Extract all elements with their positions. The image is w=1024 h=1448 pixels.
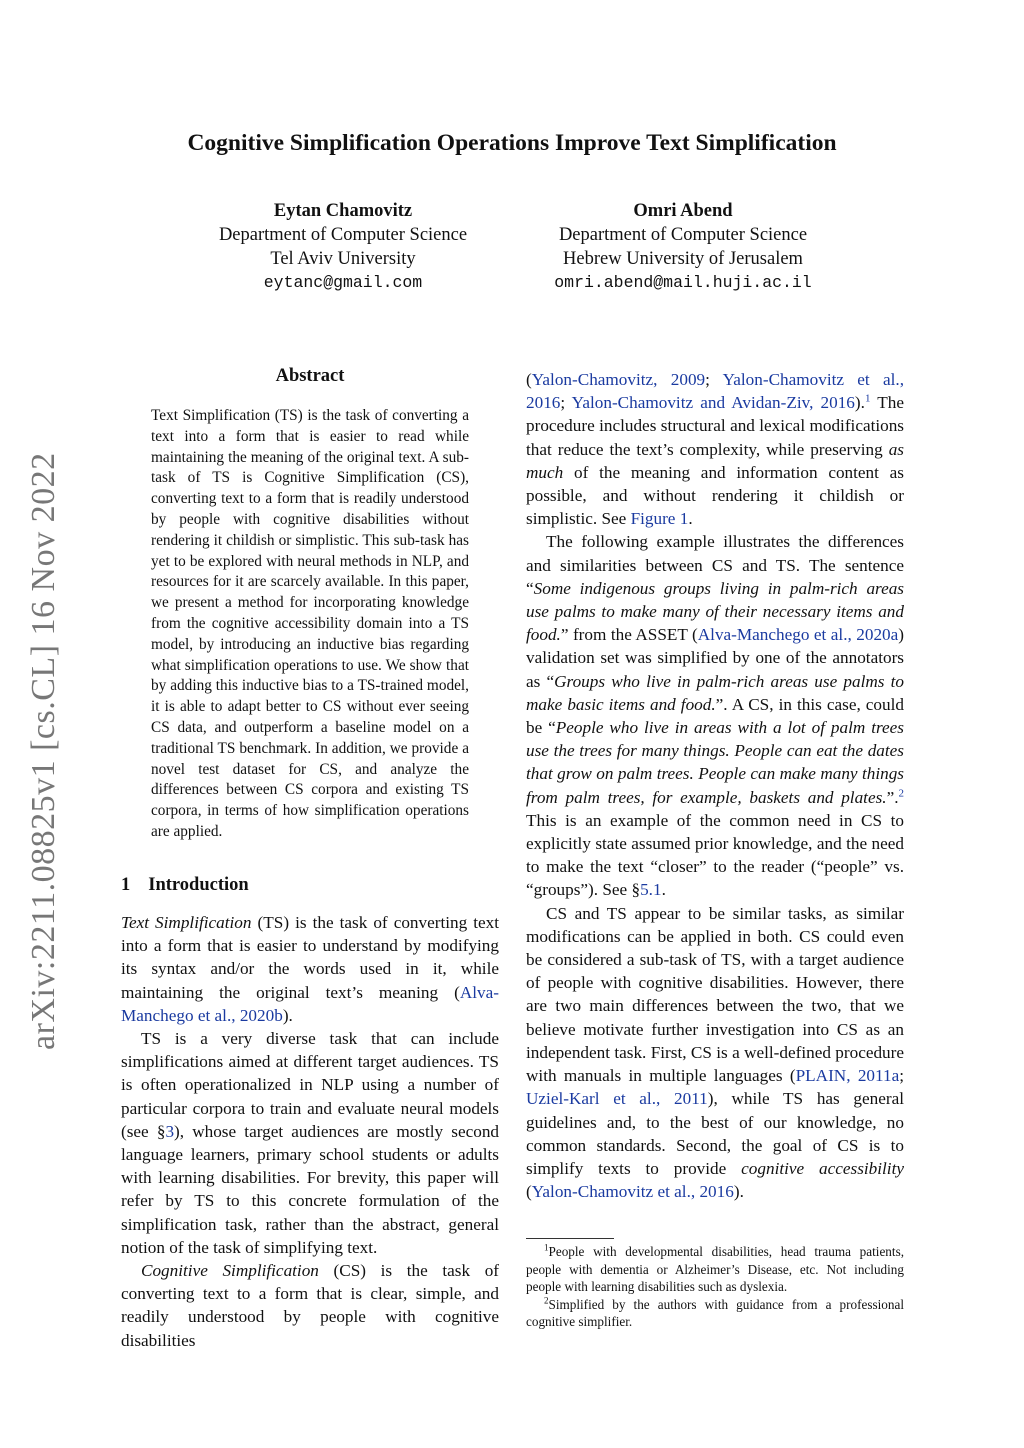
text-run: of the meaning and information content as possible, and without rendering it childish or simplistic. See: [526, 462, 904, 529]
footnote-divider: [526, 1238, 614, 1239]
paragraph: [121, 911, 499, 1027]
text-run: (CS) is the task of converting text to a form that is clear, simple, and readily understood by people with cognitive disabilities: [121, 1261, 500, 1350]
text-run: ”.: [886, 787, 899, 807]
text-run: ;: [899, 1066, 904, 1086]
text-run: ” from the ASSET (: [560, 625, 698, 645]
quote-italic: Some indigenous groups living in palm-rich areas use palms to make many of their necessary items and food.: [526, 578, 904, 645]
footnote-text: Simplified by the authors with guidance from a professional cognitive simplifier.: [526, 1296, 904, 1329]
right-column-body: [526, 368, 904, 1203]
paragraph: [121, 1259, 499, 1352]
author-email[interactable]: eytanc@gmail.com: [263, 273, 423, 292]
section-heading-introduction: [121, 875, 249, 896]
text-run: The following example illustrates the differences and similarities between CS and TS. The sentence “: [526, 532, 904, 598]
text-run: ).: [854, 393, 865, 413]
citation-link[interactable]: Yalon-Chamovitz and Avidan-Ziv, 2016: [571, 393, 855, 413]
text-run: TS is a very diverse task that can include simplifications aimed at different target audiences. TS is often operationalized in NLP using a number of particular corpora to train and evaluate neural models (see §: [121, 1029, 499, 1141]
citation-link[interactable]: Alva-Manchego et al., 2020a: [697, 625, 899, 645]
abstract-text: Text Simplification (TS) is the task of converting a text into a form that is easier to read while maintaining the meaning of the original text. A sub-task of TS is Cognitive Simplification (CS), converting text to a form that is readily understood by people with cognitive disabilities without rendering it childish or simplistic. This sub-task has yet to be explored with neural methods in NLP, and resources for it are scarcely available. In this paper, we present a method for incorporating knowledge from the cognitive accessibility domain into a TS model, by introducing an inductive bias regarding what simplification operations to use. We show that by adding this inductive bias to a TS-trained model, it is able to adapt better to CS without ever seeing CS data, and outperform a baseline model on a traditional TS benchmark. In addition, we provide a novel test dataset for CS, and analyze the differences between CS corpora and existing TS corpora, in terms of how simplification operations are applied.: [151, 407, 469, 840]
footnote-mark: 1: [544, 1242, 549, 1253]
arxiv-stamp: arXiv:2211.08825v1 [cs.CL] 16 Nov 2022: [25, 452, 62, 1050]
footnote-mark: 2: [544, 1295, 549, 1306]
footnote: [526, 1243, 904, 1296]
text-run: ), while TS has general guidelines and, to the best of our knowledge, no common standards. Second, the goal of CS is to simplify texts to provide: [526, 1089, 905, 1178]
text-run: ;: [560, 393, 572, 413]
footnote-text: People with developmental disabilities, head trauma patients, people with dementia or Alzheimer’s Disease, etc. Not including people with learning disabilities such as dyslexia.: [526, 1244, 904, 1294]
text-run: ), whose target audiences are mostly second language learners, primary school students or adults with learning disabilities. For brevity, this paper will refer by TS to this concrete formulation of the simplification task, rather than the abstract, general notion of the task of simplifying text.: [121, 1121, 500, 1257]
text-run: ).: [733, 1182, 744, 1202]
left-column-body: [121, 911, 499, 1352]
citation-link[interactable]: Yalon-Chamovitz et al., 2016: [526, 370, 904, 413]
citation-link[interactable]: Yalon-Chamovitz, 2009: [531, 370, 706, 389]
footnotes: [526, 1243, 904, 1331]
footnote-ref-link[interactable]: 1: [864, 392, 871, 405]
text-run: .: [688, 509, 693, 529]
citation-link[interactable]: Alva-Manchego et al., 2020b: [121, 982, 499, 1025]
text-run: This is an example of the common need in CS to explicitly state assumed prior knowledge, and the need to make the text “closer” to the reader (“people” vs. “groups”). See §: [526, 810, 904, 900]
author-university: Hebrew University of Jerusalem: [563, 249, 803, 269]
section-number: 1: [121, 875, 131, 895]
author-name: Omri Abend: [633, 201, 733, 221]
footnote: [526, 1296, 904, 1331]
text-run: ”. A CS, in this case, could be “: [526, 694, 904, 738]
author-department: Department of Computer Science: [218, 225, 468, 245]
citation-link[interactable]: Uziel-Karl et al., 2011: [526, 1089, 708, 1109]
footnote-ref-link[interactable]: 2: [898, 786, 904, 799]
text-run: .: [661, 880, 666, 900]
text-run: The procedure includes structural and lexical modifications that reduce the text’s complexity, while preserving: [526, 393, 905, 459]
term-italic: Text Simplification: [121, 913, 252, 932]
paragraph: [526, 530, 904, 901]
author-block-2: [503, 199, 863, 295]
section-ref-link[interactable]: 5.1: [640, 880, 662, 900]
paragraph: [121, 1027, 499, 1259]
text-run: ) validation set was simplified by one of the annotators as “: [526, 625, 904, 691]
paper-title: Cognitive Simplification Operations Improve Text Simplification: [187, 130, 837, 156]
emphasis: as much: [526, 439, 904, 482]
text-run: (: [526, 1182, 532, 1202]
emphasis: cognitive accessibility: [741, 1158, 904, 1178]
author-email[interactable]: omri.abend@mail.huji.ac.il: [554, 273, 812, 292]
text-run: CS and TS appear to be similar tasks, as similar modifications can be applied in both. CS could even be considered a sub-task of TS, with a target audience of people with cognitive disabilities. However, there are two main differences between the two, that we believe motivate further investigation into CS as an independent task. First, CS is a well-defined procedure with manuals in multiple languages (: [526, 903, 904, 1086]
paragraph: [526, 902, 904, 1204]
term-italic: Cognitive Simplification: [141, 1261, 319, 1281]
figure-ref-link[interactable]: Figure 1: [630, 509, 689, 529]
section-ref-link[interactable]: 3: [165, 1121, 175, 1141]
paragraph: [526, 368, 904, 530]
quote-italic: Groups who live in palm-rich areas use palms to make basic items and food.: [526, 671, 904, 714]
author-block-1: [163, 199, 523, 295]
quote-italic: People who live in areas with a lot of palm trees use the trees for many things. People can eat the dates that grow on palm trees. People can make many things from palm trees, for example, baskets and plates.: [526, 718, 904, 807]
text-run: (TS) is the task of converting text into a form that is easier to understand by modifying its syntax and/or the words used in it, while maintaining the original text’s meaning (: [121, 913, 500, 1002]
citation-link[interactable]: Yalon-Chamovitz et al., 2016: [531, 1182, 734, 1202]
citation-link[interactable]: PLAIN, 2011a: [795, 1066, 900, 1086]
text-run: ;: [705, 370, 723, 389]
text-run: ).: [282, 1005, 293, 1025]
author-name: Eytan Chamovitz: [273, 201, 413, 221]
abstract-heading: Abstract: [275, 366, 345, 386]
section-title: Introduction: [148, 875, 249, 895]
text-run: (: [526, 370, 532, 389]
author-department: Department of Computer Science: [558, 225, 808, 245]
author-university: Tel Aviv University: [270, 249, 416, 269]
